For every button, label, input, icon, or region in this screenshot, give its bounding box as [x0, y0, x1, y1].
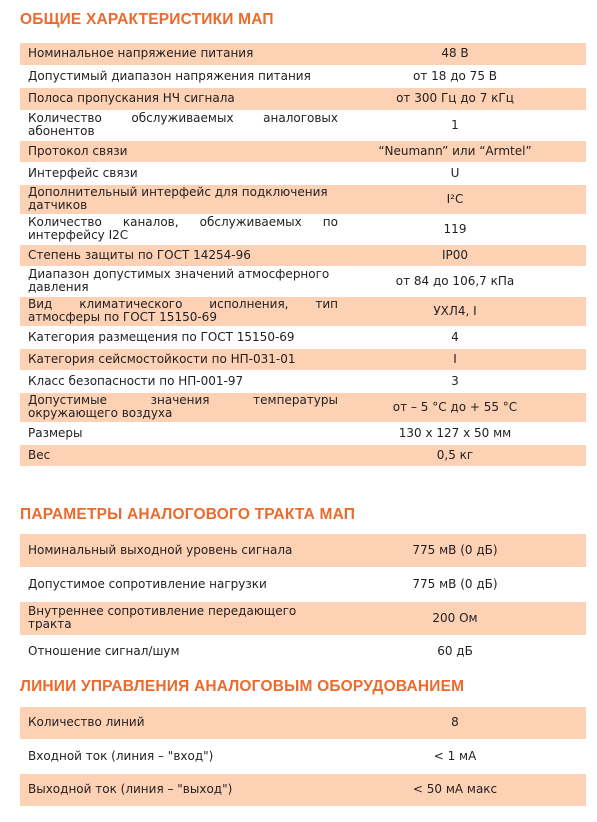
param-value: < 50 мА макс [412, 782, 498, 796]
param-value: IP00 [441, 247, 469, 262]
param-label: Номинальное напряжение питания [28, 46, 254, 61]
value-cell [344, 444, 586, 466]
table-row [20, 184, 586, 214]
value-cell [344, 110, 586, 140]
param-value: 4 [451, 329, 459, 344]
param-value: от 300 Гц до 7 кГц [396, 91, 514, 105]
param-value: 48 В [441, 46, 469, 61]
table-row [20, 296, 586, 326]
param-cell [20, 43, 344, 65]
param-cell [20, 567, 344, 601]
param-cell [20, 110, 344, 140]
param-cell [20, 370, 344, 392]
table-row [20, 326, 586, 348]
section-title-general: ОБЩИЕ ХАРАКТЕРИСТИКИ МАП [20, 11, 274, 28]
param-value: от 84 до 106,7 кПа [395, 273, 515, 288]
value-cell [344, 296, 586, 326]
param-label: Вес [28, 447, 51, 462]
param-label: Дополнительный интерфейс для подключения датчиков [28, 185, 328, 212]
param-value: 775 мВ (0 дБ) [412, 542, 498, 557]
param-value: I²C [446, 191, 464, 206]
param-value: 8 [451, 715, 459, 730]
param-cell [20, 739, 344, 773]
param-cell [20, 65, 344, 87]
param-label: Протокол связи [28, 143, 128, 158]
table-row [20, 348, 586, 370]
param-label: Категория сейсмостойкости по НП-031-01 [28, 351, 296, 366]
table-row [20, 87, 586, 110]
param-value: 1 [451, 117, 459, 132]
table-row [20, 140, 586, 162]
param-label: Вид климатического исполнения, тип атмосферы по ГОСТ 15150-69 [28, 297, 338, 324]
general-specs-table [20, 43, 586, 467]
value-cell [344, 635, 586, 668]
table-row [20, 162, 586, 184]
table-row [20, 43, 586, 65]
param-label: Класс безопасности по НП-001-97 [28, 373, 244, 388]
param-label: Номинальный выходной уровень сигнала [28, 542, 293, 557]
value-cell [344, 567, 586, 601]
param-cell [20, 140, 344, 162]
table-row [20, 392, 586, 422]
control-lines-table [20, 707, 586, 807]
value-cell [344, 214, 586, 244]
table-row [20, 266, 586, 296]
section-title-analog-path: ПАРАМЕТРЫ АНАЛОГОВОГО ТРАКТА МАП [20, 506, 356, 523]
param-label: Категория размещения по ГОСТ 15150-69 [28, 329, 295, 344]
param-label: Входной ток (линия – "вход") [28, 748, 214, 763]
table-row [20, 773, 586, 806]
param-value: “Neumann” или “Armtel” [378, 143, 532, 158]
value-cell [344, 65, 586, 87]
param-value: < 1 мА [433, 748, 477, 763]
value-cell [344, 326, 586, 348]
table-row [20, 422, 586, 444]
param-cell [20, 392, 344, 422]
param-cell [20, 326, 344, 348]
param-value: 3 [451, 373, 459, 388]
value-cell [344, 162, 586, 184]
param-value: 0,5 кг [436, 447, 474, 462]
value-cell [344, 707, 586, 739]
value-cell [344, 773, 586, 806]
param-label: Количество обслуживаемых аналоговых абонентов [28, 111, 338, 138]
param-cell [20, 244, 344, 266]
param-cell [20, 266, 344, 296]
param-value: УХЛ4, I [433, 303, 477, 318]
param-label: Количество каналов, обслуживаемых по интерфейсу I2C [28, 215, 338, 242]
table-row [20, 739, 586, 773]
value-cell [344, 87, 586, 110]
table-row [20, 110, 586, 140]
param-label: Допустимый диапазон напряжения питания [28, 68, 311, 83]
param-cell [20, 296, 344, 326]
value-cell [344, 140, 586, 162]
param-cell [20, 87, 344, 110]
param-cell [20, 184, 344, 214]
param-value: от 18 до 75 В [413, 68, 497, 83]
param-label: Интерфейс связи [28, 165, 138, 180]
param-value: 119 [443, 221, 467, 236]
param-value: U [450, 165, 460, 180]
param-label: Количество линий [28, 715, 145, 730]
param-label: Отношение сигнал/шум [28, 644, 180, 658]
value-cell [344, 422, 586, 444]
param-cell [20, 534, 344, 567]
param-cell [20, 162, 344, 184]
param-cell [20, 707, 344, 739]
value-cell [344, 739, 586, 773]
table-row [20, 534, 586, 567]
param-label: Полоса пропускания НЧ сигнала [28, 91, 235, 105]
value-cell [344, 392, 586, 422]
param-label: Диапазон допустимых значений атмосферного давления [28, 267, 330, 294]
table-row [20, 214, 586, 244]
param-value: от – 5 °С до + 55 °С [392, 399, 518, 414]
table-row [20, 370, 586, 392]
analog-path-table [20, 534, 586, 669]
value-cell [344, 348, 586, 370]
value-cell [344, 534, 586, 567]
table-row [20, 567, 586, 601]
table-row [20, 444, 586, 466]
param-value: 130 х 127 х 50 мм [398, 425, 512, 440]
param-cell [20, 773, 344, 806]
param-label: Степень защиты по ГОСТ 14254-96 [28, 247, 251, 262]
value-cell [344, 184, 586, 214]
value-cell [344, 266, 586, 296]
table-row [20, 707, 586, 739]
value-cell [344, 244, 586, 266]
param-cell [20, 635, 344, 668]
param-value: 200 Ом [432, 610, 478, 625]
section-title-control-lines: ЛИНИИ УПРАВЛЕНИЯ АНАЛОГОВЫМ ОБОРУДОВАНИЕМ [20, 678, 465, 695]
param-cell [20, 348, 344, 370]
param-cell [20, 422, 344, 444]
param-label: Допустимые значения температуры окружающего воздуха [28, 393, 338, 420]
value-cell [344, 601, 586, 635]
table-row [20, 65, 586, 87]
param-cell [20, 214, 344, 244]
param-cell [20, 601, 344, 635]
param-value: 60 дБ [437, 644, 473, 658]
table-row [20, 601, 586, 635]
table-row [20, 635, 586, 668]
param-value: 775 мВ (0 дБ) [412, 576, 498, 591]
table-row [20, 244, 586, 266]
param-label: Допустимое сопротивление нагрузки [28, 576, 267, 591]
param-label: Размеры [28, 425, 83, 440]
param-cell [20, 444, 344, 466]
param-value: I [453, 351, 457, 366]
param-label: Выходной ток (линия – "выход") [28, 782, 233, 796]
param-label: Внутреннее сопротивление передающего тракта [28, 604, 297, 631]
value-cell [344, 370, 586, 392]
value-cell [344, 43, 586, 65]
